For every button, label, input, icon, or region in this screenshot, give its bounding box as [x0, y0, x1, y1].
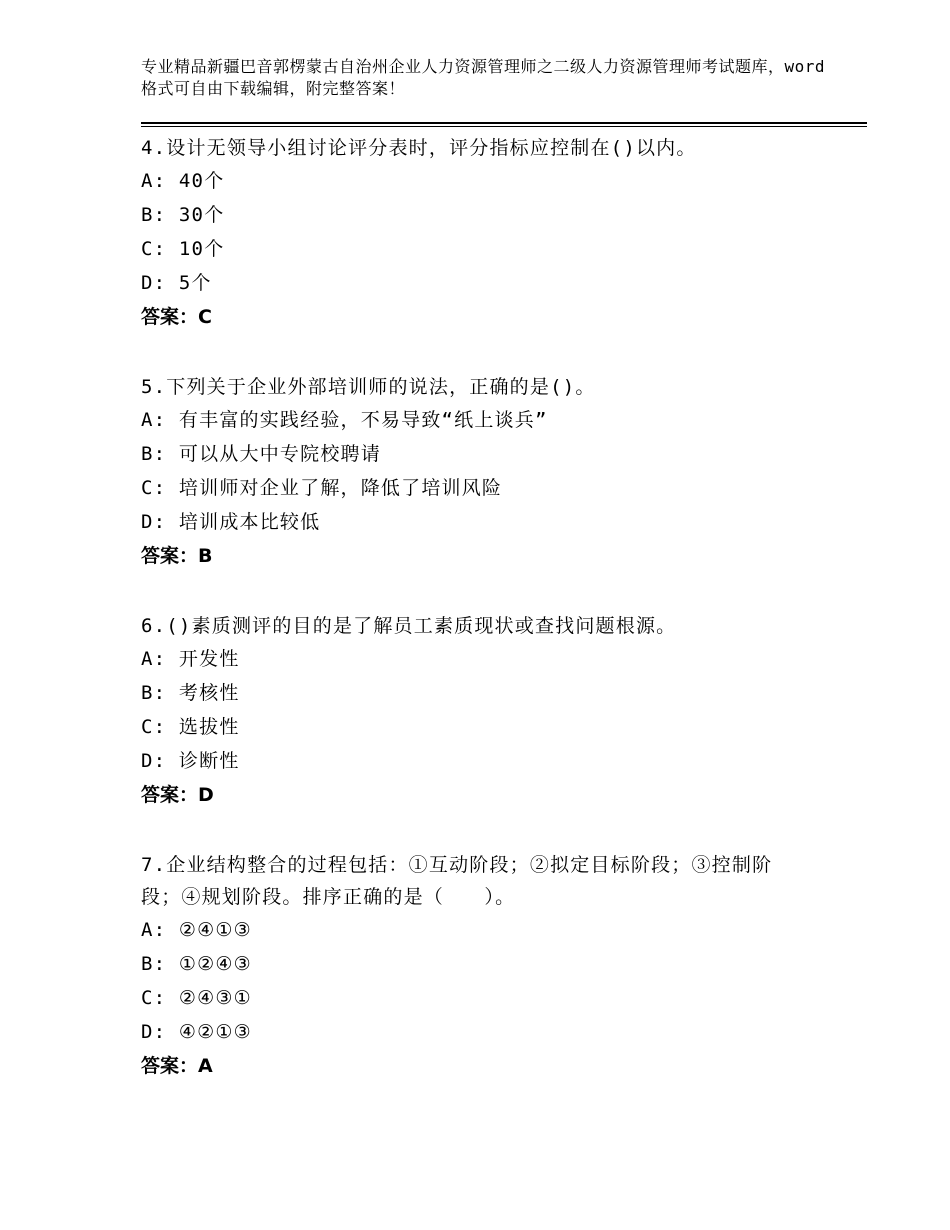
question-text: 7.企业结构整合的过程包括：①互动阶段；②拟定目标阶段；③控制阶段；④规划阶段。排序正确的是（ ）。: [141, 854, 773, 908]
option-text: 30个: [178, 204, 225, 226]
option-text: 选拔性: [178, 716, 240, 738]
option-a: [141, 913, 867, 947]
option-text: 10个: [178, 238, 225, 260]
option-d: [141, 1015, 867, 1049]
question-text: 4.设计无领导小组讨论评分表时，评分指标应控制在()以内。: [141, 137, 697, 159]
option-b: [141, 437, 867, 471]
answer-line: 答案：C: [141, 306, 212, 328]
option-letter: A:: [141, 170, 167, 192]
question-text: 6.()素质测评的目的是了解员工素质现状或查找问题根源。: [141, 615, 677, 637]
option-letter: B:: [141, 204, 167, 226]
option-letter: C:: [141, 716, 167, 738]
option-text: 培训师对企业了解，降低了培训风险: [178, 477, 503, 499]
question-6: [141, 609, 867, 812]
option-letter: D:: [141, 511, 167, 533]
option-a: [141, 642, 867, 676]
option-letter: D:: [141, 272, 167, 294]
option-letter: B:: [141, 443, 167, 465]
document-header: 专业精品新疆巴音郭楞蒙古自治州企业人力资源管理师之二级人力资源管理师考试题库，word格式可自由下载编辑，附完整答案！: [141, 57, 826, 98]
question-text: 5.下列关于企业外部培训师的说法，正确的是()。: [141, 376, 596, 398]
option-c: [141, 981, 867, 1015]
option-text: 培训成本比较低: [178, 511, 321, 533]
option-text: 5个: [178, 272, 212, 294]
option-text: 开发性: [178, 648, 240, 670]
header-divider-thin: [141, 126, 867, 127]
answer-line: 答案：A: [141, 1055, 213, 1077]
question-7: [141, 848, 867, 1083]
option-text: ④②①③: [178, 1021, 252, 1043]
option-text: 考核性: [178, 682, 240, 704]
option-c: [141, 232, 867, 266]
option-letter: A:: [141, 648, 167, 670]
question-list: [141, 128, 867, 1083]
option-b: [141, 198, 867, 232]
option-letter: C:: [141, 238, 167, 260]
option-letter: A:: [141, 919, 167, 941]
answer-line: 答案：B: [141, 545, 213, 567]
header-divider-thick: [141, 122, 867, 124]
option-d: [141, 266, 867, 300]
option-text: 可以从大中专院校聘请: [178, 443, 381, 465]
option-letter: B:: [141, 682, 167, 704]
option-d: [141, 744, 867, 778]
question-4: [141, 131, 867, 334]
option-c: [141, 710, 867, 744]
option-b: [141, 676, 867, 710]
option-text: ②④①③: [178, 919, 252, 941]
option-text: 40个: [178, 170, 225, 192]
option-b: [141, 947, 867, 981]
option-text: ②④③①: [178, 987, 252, 1009]
option-text: ①②④③: [178, 953, 252, 975]
answer-line: 答案：D: [141, 784, 214, 806]
option-letter: D:: [141, 750, 167, 772]
option-letter: B:: [141, 953, 167, 975]
question-5: [141, 370, 867, 573]
option-letter: D:: [141, 1021, 167, 1043]
option-letter: C:: [141, 477, 167, 499]
option-c: [141, 471, 867, 505]
option-d: [141, 505, 867, 539]
option-text: 有丰富的实践经验，不易导致“纸上谈兵”: [178, 409, 548, 431]
option-a: [141, 403, 867, 437]
option-letter: A:: [141, 409, 167, 431]
option-text: 诊断性: [178, 750, 240, 772]
option-letter: C:: [141, 987, 167, 1009]
option-a: [141, 164, 867, 198]
